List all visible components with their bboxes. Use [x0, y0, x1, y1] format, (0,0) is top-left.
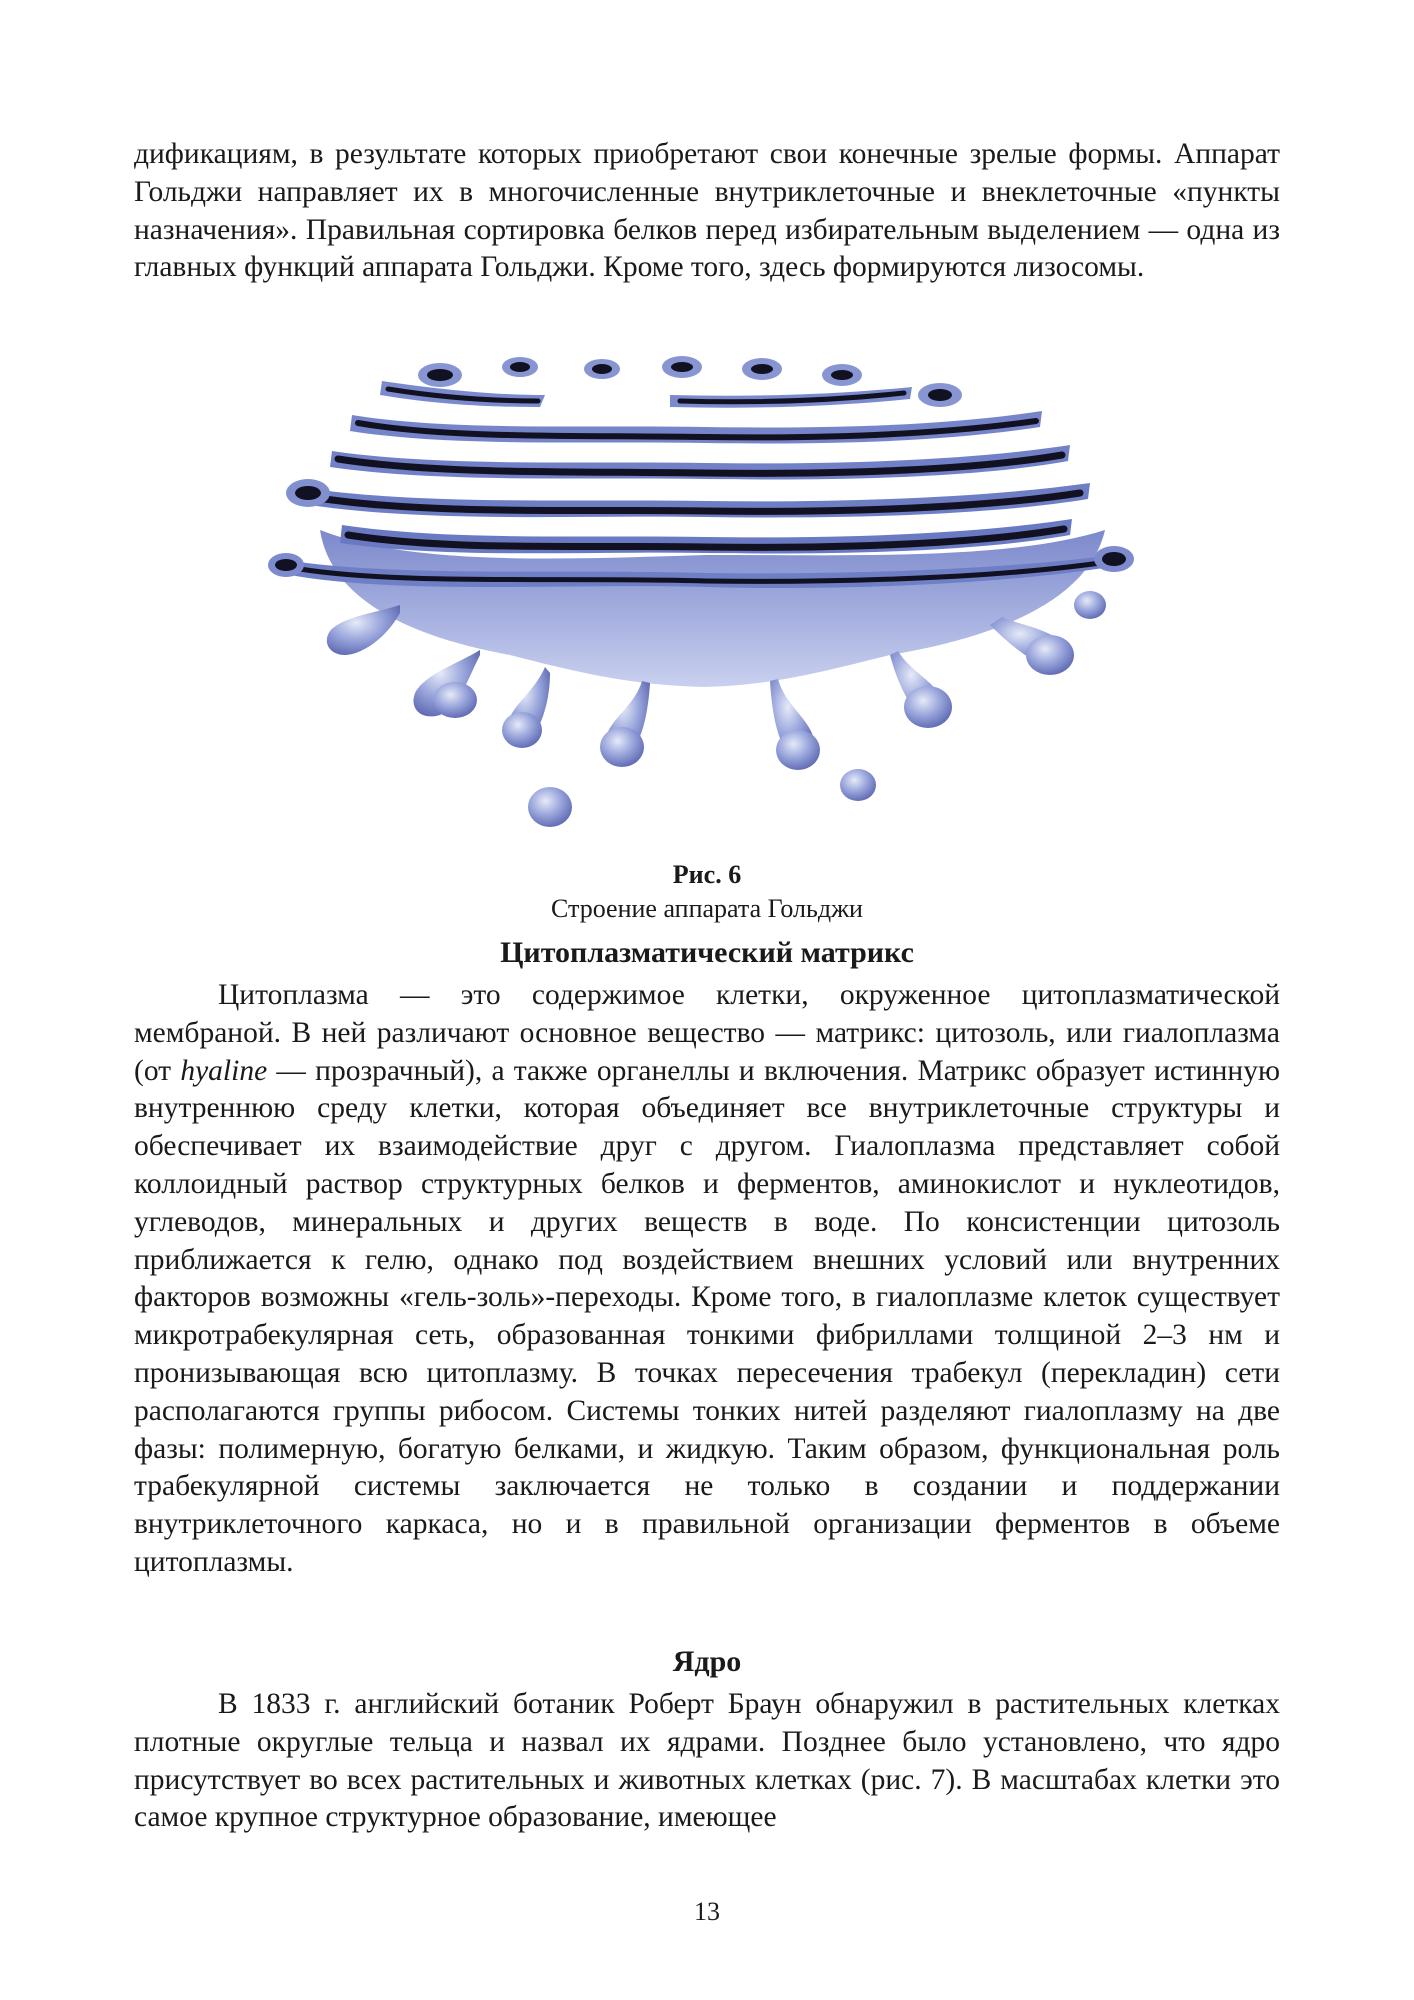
- matrix-term: hyaline: [180, 1054, 268, 1087]
- section-heading-nucleus: Ядро: [672, 1645, 742, 1678]
- figure-number: Рис. 6: [672, 860, 742, 889]
- nucleus-paragraph: [134, 1686, 1280, 1837]
- matrix-text: [134, 977, 1280, 1582]
- figure-title: Строение аппарата Гольджи: [551, 894, 863, 923]
- intro-paragraph: [134, 136, 1280, 287]
- matrix-text-after: — прозрачный), а также органеллы и включения. Матрикс образует истинную внутреннюю среду клетки, которая объединяет все внутриклеточные структуры и обеспечивает их взаимодействие друг с другом. Гиалоплазма представляет собой коллоидный раствор структурных белков и ферментов, аминокислот и нуклеотидов, углеводов, минеральных и других веществ в воде. По консистенции цитозоль приближается к гелю, однако под воздействием внешних условий или внутренних факторов возможны «гель-золь»-переходы. Кроме того, в гиалоплазме клеток существует микротрабекулярная сеть, образованная тонкими фибриллами толщиной 2–3 нм и пронизывающая всю цитоплазму. В точках пересечения трабекул (перекладин) сети располагаются группы рибосом. Системы тонких нитей разделяют гиалоплазму на две фазы: полимерную, богатую белками, и жидкую. Таким образом, функциональная роль трабекулярной системы заключается не только в создании и поддержании внутриклеточного каркаса, но и в правильной организации ферментов в объеме цитоплазмы.: [134, 1054, 1280, 1578]
- matrix-paragraph: [134, 977, 1280, 1582]
- intro-text: дификациям, в результате которых приобретают свои конечные зрелые формы. Аппарат Гольджи направляет их в многочисленные внутриклеточные и внеклеточные «пункты назначения». Правильная сортировка белков перед избирательным выделением — одна из главных функций аппарата Гольджи. Кроме того, здесь формируются лизосомы.: [134, 138, 1280, 284]
- page-number: 13: [694, 1897, 720, 1926]
- section-heading-matrix: Цитоплазматический матрикс: [500, 936, 914, 969]
- golgi-apparatus-illustration: [250, 355, 1164, 830]
- nucleus-text: В 1833 г. английский ботаник Роберт Браун обнаружил в растительных клетках плотные округлые тельца и назвал их ядрами. Позднее было установлено, что ядро присутствует во всех растительных и животных клетках (рис. 7). В масштабах клетки это самое крупное структурное образование, имеющее: [134, 1688, 1280, 1834]
- figure-caption: [134, 858, 1280, 926]
- matrix-text-before: Цитоплазма — это содержимое клетки, окруженное цитоплазматической мембраной. В ней различают основное вещество — матрикс: цитозоль, или гиалоплазма (от: [134, 979, 1280, 1087]
- golgi-base-membrane: [320, 530, 1105, 687]
